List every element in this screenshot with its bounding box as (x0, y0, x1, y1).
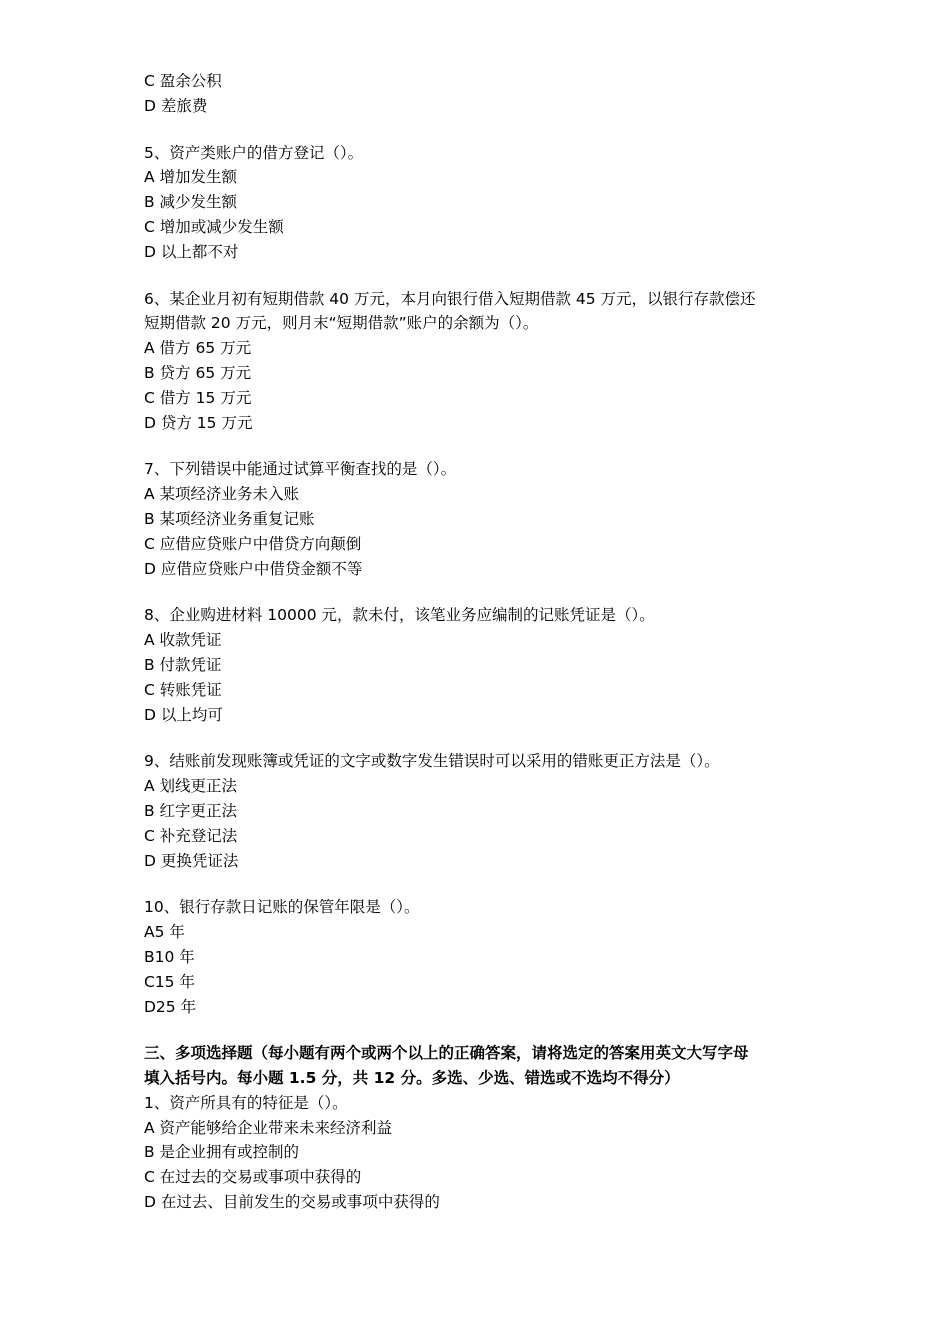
option-line: D 应借应贷账户中借贷金额不等 (144, 559, 363, 578)
option-line: B 是企业拥有或控制的 (144, 1143, 300, 1162)
question-stem: 10、银行存款日记账的保管年限是（）。 (144, 898, 420, 917)
option-line: A 收款凭证 (144, 631, 222, 650)
option-line: C 增加或减少发生额 (144, 217, 284, 236)
option-line: A 增加发生额 (144, 168, 238, 187)
option-line: D25 年 (144, 997, 197, 1016)
option-line: A5 年 (144, 923, 185, 942)
option-line: B 某项经济业务重复记账 (144, 509, 315, 528)
option-line: B 付款凭证 (144, 655, 222, 674)
option-line: A 划线更正法 (144, 777, 238, 796)
question-stem: 5、资产类账户的借方登记（）。 (144, 143, 364, 162)
option-line: C 盈余公积 (144, 72, 222, 90)
document-content (144, 69, 814, 1215)
question-stem: 9、结账前发现账簿或凭证的文字或数字发生错误时可以采用的错账更正方法是（）。 (144, 752, 720, 771)
option-line: B 减少发生额 (144, 193, 238, 212)
question-stem-continued: 短期借款 20 万元，则月末“短期借款”账户的余额为（）。 (144, 314, 539, 333)
option-line: C 在过去的交易或事项中获得的 (144, 1168, 362, 1187)
option-line: D 更换凭证法 (144, 851, 239, 870)
option-line: C 转账凭证 (144, 680, 222, 699)
question-stem: 7、下列错误中能通过试算平衡查找的是（）。 (144, 460, 457, 479)
option-line: D 贷方 15 万元 (144, 413, 253, 432)
option-line: A 借方 65 万元 (144, 339, 252, 358)
question-stem: 6、某企业月初有短期借款 40 万元，本月向银行借入短期借款 45 万元，以银行存款偿还 (144, 289, 756, 308)
section-heading-continued: 填入括号内。每小题 1.5 分，共 12 分。多选、少选、错选或不选均不得分） (144, 1069, 680, 1088)
option-line: D 以上均可 (144, 705, 223, 724)
option-line: C15 年 (144, 972, 195, 991)
section-heading: 三、多项选择题（每小题有两个或两个以上的正确答案，请将选定的答案用英文大写字母 (144, 1044, 749, 1063)
option-line: A 资产能够给企业带来未来经济利益 (144, 1118, 393, 1137)
option-line: C 补充登记法 (144, 826, 238, 845)
option-line: D 以上都不对 (144, 242, 239, 261)
question-stem: 8、企业购进材料 10000 元，款未付，该笔业务应编制的记账凭证是（）。 (144, 606, 655, 625)
option-line: B10 年 (144, 947, 195, 966)
option-line: C 借方 15 万元 (144, 388, 252, 407)
option-line: D 差旅费 (144, 96, 208, 115)
option-line: B 红字更正法 (144, 801, 238, 820)
option-line: C 应借应贷账户中借贷方向颠倒 (144, 534, 362, 553)
option-line: B 贷方 65 万元 (144, 363, 252, 382)
option-line: D 在过去、目前发生的交易或事项中获得的 (144, 1193, 440, 1212)
option-line: A 某项经济业务未入账 (144, 485, 300, 504)
question-stem: 1、资产所具有的特征是（）。 (144, 1093, 348, 1112)
